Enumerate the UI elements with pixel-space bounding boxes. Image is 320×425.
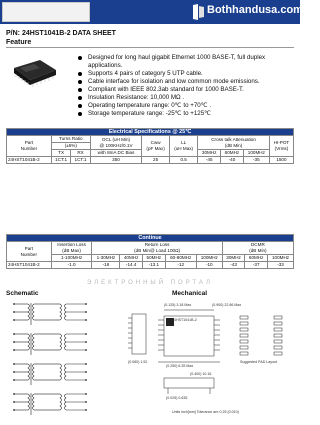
header-hipot: HI-POT (Vrms): [269, 136, 293, 157]
header-freq: 60MHz: [245, 255, 268, 262]
cell-value: -43: [222, 262, 245, 269]
bullet-icon: [78, 104, 82, 108]
header-freq: 60-80MHz: [165, 255, 196, 262]
continue-table-title: Continue: [7, 235, 294, 242]
feature-item: Cable interface for isolation and low common mode emissions.: [78, 78, 294, 86]
header-return-loss: Return Loss (dB Min@ Load 100Ω): [92, 242, 222, 255]
mech-dim-top-right: (0.900) 22.86 Max: [212, 303, 242, 307]
cell-value: -12: [165, 262, 196, 269]
cell-ct3: -35: [243, 157, 269, 164]
header-ct-f1: 30MHz: [198, 150, 221, 157]
header-tx: TX: [51, 150, 70, 157]
cell-value: -14.4: [120, 262, 143, 269]
header-rx: RX: [71, 150, 90, 157]
bullet-icon: [78, 72, 82, 76]
cell-rx: 1CT:1: [71, 157, 90, 164]
cell-value: -10: [196, 262, 222, 269]
mech-dim-bottom: (0.025) 0.635: [166, 396, 188, 400]
product-chip-image: [10, 58, 60, 88]
electrical-spec-table: [6, 128, 294, 164]
schematic-diagram: [6, 298, 124, 420]
mech-dim-left: (0.060) 1.52: [128, 360, 148, 364]
header-dcmr: DCMR (dB Min): [222, 242, 293, 255]
brand-name[interactable]: Bothhandusa.com: [207, 4, 303, 16]
feature-item: Compliant with IEEE 802.3ab standard for 1000 BASE-T.: [78, 86, 294, 94]
transformer-channel-2: [14, 333, 86, 355]
logo-placeholder: [2, 2, 90, 22]
mech-dim-pin: (0.400) 10.16: [190, 372, 212, 376]
table-row: [7, 157, 294, 164]
header-ocl: OCL (uH Min) @ 100KHz/0.1V: [90, 136, 142, 150]
cell-value: -13.1: [142, 262, 165, 269]
header-part: Part Number: [7, 136, 52, 157]
cell-tx: 1CT:1: [51, 157, 70, 164]
bullet-icon: [78, 56, 82, 60]
cell-ct1: -45: [198, 157, 221, 164]
feature-list: [78, 54, 294, 118]
cell-value: -1.0: [51, 262, 92, 269]
cell-part: 24HST1041B-2: [7, 157, 52, 164]
header-ct-f2: 60MHz: [221, 150, 244, 157]
cell-part: 24HST1041B-2: [7, 262, 52, 269]
header-ct-f3: 100MHz: [243, 150, 269, 157]
header-turns: Turns Ratio: [51, 136, 90, 143]
page-title: P/N: 24HST1041B-2 DATA SHEET: [6, 30, 116, 37]
bullet-icon: [78, 96, 82, 100]
transformer-channel-1: [14, 303, 86, 325]
continue-spec-table: [6, 234, 294, 269]
header-part: Part Number: [7, 242, 52, 262]
feature-item: Insulation Resistance: 10,000 MΩ .: [78, 94, 294, 102]
mech-footer-note: Units inch[mm] Tolerance are 0.25 (0.010): [172, 410, 239, 414]
feature-item: Supports 4 pairs of category 5 UTP cable.: [78, 70, 294, 78]
page-header: [0, 0, 303, 24]
header-freq: 1-100MHz: [51, 255, 92, 262]
header-turns-tol: (±5%): [51, 143, 90, 150]
header-freq: 100MHz: [196, 255, 222, 262]
feature-item: Storage temperature range: -25℃ to +125℃: [78, 110, 294, 118]
spec-table-title: Electrical Specifications @ 25℃: [7, 129, 294, 136]
cell-value: -18: [92, 262, 120, 269]
bullet-icon: [78, 112, 82, 116]
watermark-text: ЭЛЕКТРОННЫЙ ПОРТАЛ: [87, 280, 213, 286]
header-ll: LL (uH Max): [169, 136, 197, 157]
mech-marking: 24HST1041B-2: [172, 318, 197, 322]
cell-cww: 25: [142, 157, 170, 164]
header-ocl-bias: with 8mA DC Bias: [90, 150, 142, 157]
mech-footprint-label: Suggested PAD Layout: [240, 360, 278, 364]
cell-hipot: 1500: [269, 157, 293, 164]
header-crosstalk: Cross talk Attenuation (dB Min): [198, 136, 270, 150]
cell-value: -33: [268, 262, 294, 269]
cell-value: -37: [245, 262, 268, 269]
schematic-heading: Schematic: [6, 290, 39, 297]
mechanical-heading: Mechanical: [172, 290, 208, 297]
mech-dim-top-left: (0.125) 3.18 Max: [164, 303, 192, 307]
feature-item: Operating temperature range: 0℃ to +70℃ .: [78, 102, 294, 110]
cell-ct2: -40: [221, 157, 244, 164]
header-freq: 100MHz: [268, 255, 294, 262]
transformer-channel-4: [14, 393, 86, 415]
feature-item: Designed for long haul gigabit Ethernet 1000 BASE-T, full duplex applications.: [78, 54, 294, 70]
transformer-channel-3: [14, 363, 86, 385]
feature-heading: Feature: [6, 39, 294, 48]
header-freq: 40MHz: [120, 255, 143, 262]
header-insertion-loss: Insertion Loss (dB Max): [51, 242, 92, 255]
header-freq: 1-30MHz: [92, 255, 120, 262]
header-freq: 50MHz: [142, 255, 165, 262]
mech-dim-width: (0.250) 6.35 Max: [166, 364, 194, 368]
bullet-icon: [78, 88, 82, 92]
brand-logo-icon: [190, 3, 206, 21]
table-row: [7, 262, 294, 269]
cell-ll: 0.5: [169, 157, 197, 164]
header-freq: 30MHz: [222, 255, 245, 262]
header-cww: Cww (pF Max): [142, 136, 170, 157]
cell-ocl: 350: [90, 157, 142, 164]
mechanical-diagram: [128, 298, 296, 420]
bullet-icon: [78, 80, 82, 84]
